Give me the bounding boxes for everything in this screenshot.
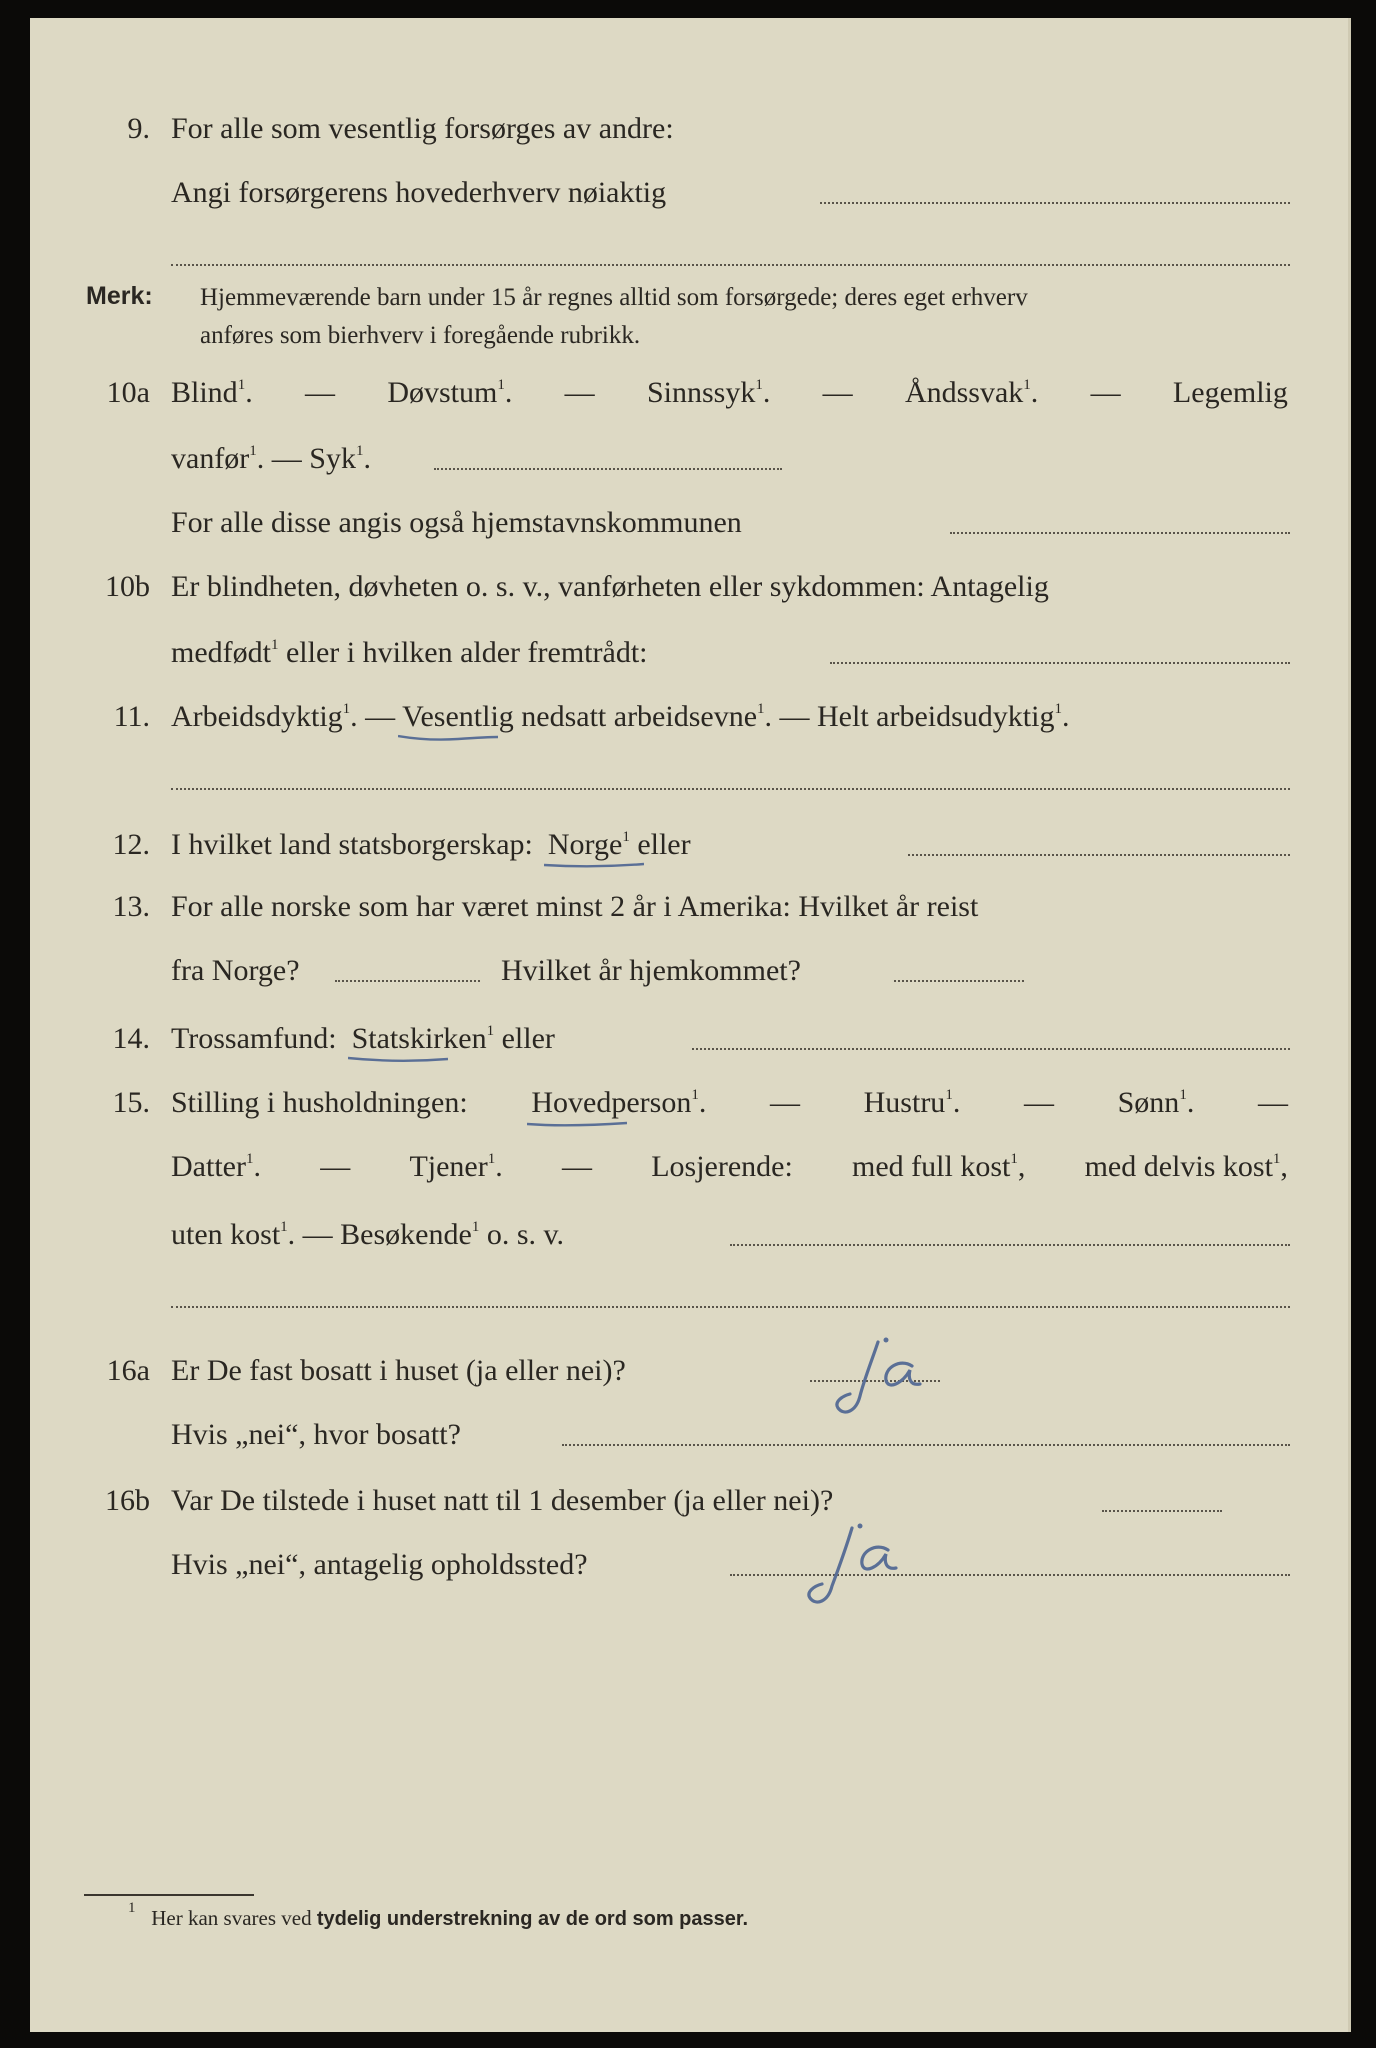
q9-text-1: For alle som vesentlig forsørges av andre: <box>171 112 674 145</box>
option-hustru: Hustru$^1$. <box>863 1086 961 1119</box>
merk-text-2: anføres som bierhverv i foregående rubrikk. <box>200 322 641 349</box>
footnote <box>128 1900 749 1931</box>
option-med-full-kost: med full kost$^1$, <box>852 1150 1026 1183</box>
q9-text-2: Angi forsørgerens hovederhverv nøiaktig <box>171 176 667 209</box>
option-blind: Blind$^1$. <box>171 376 253 409</box>
option-legemlig: Legemlig <box>1172 376 1288 409</box>
q10b-answer-line[interactable] <box>830 662 1290 664</box>
q15-number: 15. <box>112 1086 150 1119</box>
dash: — <box>561 1150 592 1183</box>
dash: — <box>769 1086 800 1119</box>
q9-answer-line-2[interactable] <box>171 264 1290 266</box>
q14-answer-line[interactable] <box>692 1048 1290 1050</box>
q15-answer-line-2[interactable] <box>171 1306 1290 1308</box>
q11-number: 11. <box>113 700 150 733</box>
option-syk: Syk$^1$. <box>309 442 371 475</box>
dash: — <box>564 376 595 409</box>
pen-underline <box>527 1120 627 1130</box>
q14-eller: eller <box>501 1022 555 1055</box>
dash: — <box>320 1150 351 1183</box>
q11-answer-line[interactable] <box>171 788 1290 790</box>
dash: — <box>365 700 396 733</box>
dash: — <box>822 376 853 409</box>
option-sinnssyk: Sinnssyk$^1$. <box>646 376 771 409</box>
option-besokende: Besøkende$^1$ <box>340 1218 480 1251</box>
dash: — <box>302 1218 333 1251</box>
option-vesentlig-nedsatt-selected: Vesentlig nedsatt arbeidsevne$^1$. <box>402 700 779 733</box>
q13-text-2a: fra Norge? <box>171 954 300 987</box>
pen-underline <box>398 733 498 743</box>
dash: — <box>1257 1086 1288 1119</box>
q10a-number: 10a <box>106 376 150 409</box>
dash: — <box>779 700 810 733</box>
q12-answer-line[interactable] <box>908 854 1290 856</box>
pen-ja-drawing <box>790 1520 930 1610</box>
q14-number: 14. <box>112 1022 150 1055</box>
dash: — <box>1023 1086 1054 1119</box>
option-statskirken-selected: Statskirken$^1$ <box>352 1022 502 1055</box>
q15-row-3 <box>171 1218 564 1252</box>
q16a-number: 16a <box>106 1354 150 1387</box>
syk-answer-line[interactable] <box>434 468 782 470</box>
merk-text-1: Hjemmeværende barn under 15 år regnes alltid som forsørgede; deres eget erhverv <box>200 284 1028 311</box>
option-hovedperson-selected: Hovedperson$^1$. <box>531 1086 706 1120</box>
q16a-handwritten-answer <box>820 1336 960 1416</box>
q12-number: 12. <box>112 828 150 861</box>
dash: — <box>305 376 335 409</box>
reist-year-line[interactable] <box>335 980 480 982</box>
q10b-row-2 <box>171 636 648 670</box>
q9-answer-line-1[interactable] <box>820 202 1290 204</box>
option-arbeidsdyktig: Arbeidsdyktig$^1$. <box>171 700 358 733</box>
q9-number: 9. <box>127 112 150 145</box>
q16b-text-1: Var De tilstede i huset natt til 1 desember (ja eller nei)? <box>171 1484 834 1517</box>
q12-eller: eller <box>637 828 691 861</box>
q13-text-2b: Hvilket år hjemkommet? <box>501 954 801 987</box>
q16a-text-1: Er De fast bosatt i huset (ja eller nei)? <box>171 1354 626 1387</box>
q16a-bosatt-line[interactable] <box>562 1444 1290 1446</box>
option-sonn: Sønn$^1$. <box>1117 1086 1195 1119</box>
merk-label: Merk: <box>86 282 153 310</box>
q16a-text-2: Hvis „nei“, hvor bosatt? <box>171 1418 461 1451</box>
q13-text-1: For alle norske som har været minst 2 år i Amerika: Hvilket år reist <box>171 890 979 923</box>
q16b-handwritten-answer <box>790 1520 930 1610</box>
dash: — <box>1090 376 1121 409</box>
footnote-text: Her kan svares ved <box>151 1906 312 1930</box>
option-medfodt: medfødt$^1$ <box>171 636 279 669</box>
q14-text: Trossamfund: <box>171 1022 337 1055</box>
q12-text: I hvilket land statsborgerskap: <box>171 828 533 861</box>
census-form-page <box>30 18 1351 2032</box>
footnote-mark: 1 <box>128 1900 136 1916</box>
footnote-rule <box>84 1894 254 1896</box>
pen-underline <box>544 861 644 871</box>
option-helt-arbeidsudyktig: Helt arbeidsudyktig$^1$. <box>817 700 1070 733</box>
pen-underline <box>348 1055 448 1065</box>
dash: — <box>271 442 302 475</box>
q16b-answer-line[interactable] <box>1102 1510 1222 1512</box>
hjemkommet-year-line[interactable] <box>894 980 1024 982</box>
option-dovstum: Døvstum$^1$. <box>387 376 513 409</box>
q10b-number: 10b <box>105 570 150 603</box>
q10b-text-2: eller i hvilken alder fremtrådt: <box>285 636 648 669</box>
q16b-number: 16b <box>105 1484 150 1517</box>
q13-number: 13. <box>112 890 150 923</box>
option-tjener: Tjener$^1$. <box>409 1150 503 1183</box>
osv: o. s. v. <box>486 1218 565 1251</box>
option-andssvak: Åndssvak$^1$. <box>904 376 1039 409</box>
q10b-text-1: Er blindheten, døvheten o. s. v., vanførheten eller sykdommen: Antagelig <box>171 570 1049 603</box>
q16b-text-2: Hvis „nei“, antagelig opholdssted? <box>171 1548 588 1581</box>
option-datter: Datter$^1$. <box>171 1150 261 1183</box>
option-med-delvis-kost: med delvis kost$^1$, <box>1084 1150 1288 1183</box>
option-uten-kost: uten kost$^1$. <box>171 1218 296 1251</box>
q10a-row-2 <box>171 442 371 476</box>
option-norge-selected: Norge$^1$ <box>548 828 637 861</box>
q10a-text-3: For alle disse angis også hjemstavnskommunen <box>171 506 742 539</box>
q15-answer-line[interactable] <box>730 1244 1290 1246</box>
option-vanfor: vanfør$^1$. <box>171 442 265 475</box>
losjerende-label: Losjerende: <box>651 1150 793 1183</box>
hjemstavn-answer-line[interactable] <box>950 532 1290 534</box>
footnote-bold-text: tydelig understrekning av de ord som passer. <box>316 1908 749 1930</box>
pen-ja-drawing <box>820 1336 960 1416</box>
q15-text: Stilling i husholdningen: <box>171 1086 468 1119</box>
